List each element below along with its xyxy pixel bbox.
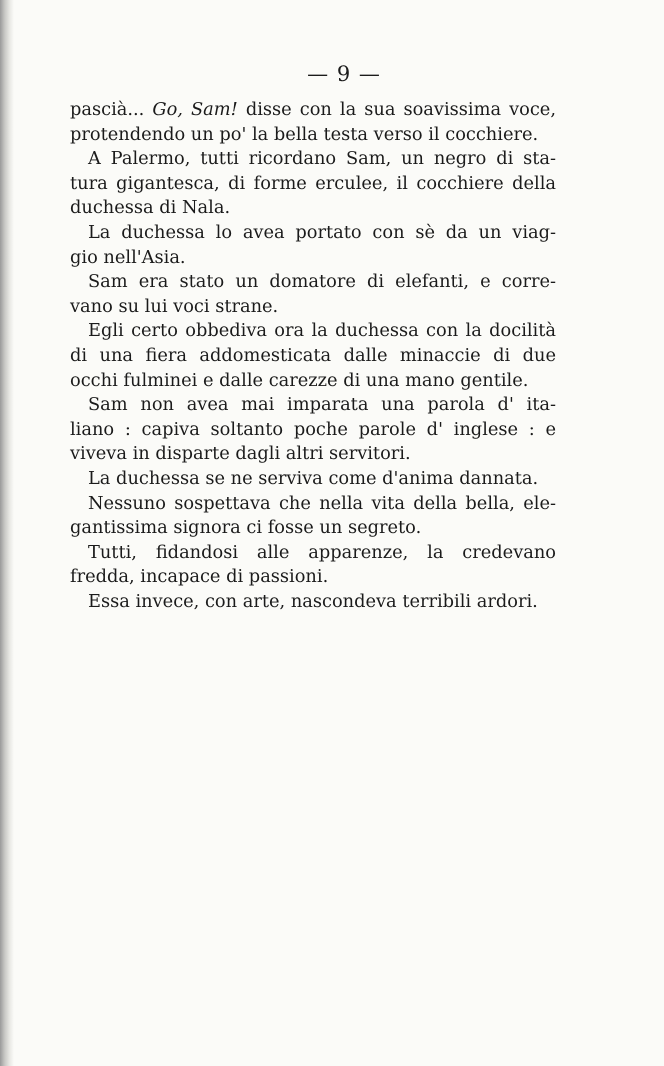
text-segment: La duchessa lo avea portato con sè da un viag-	[88, 221, 556, 243]
text-segment: Egli certo obbediva ora la duchessa con la docilità	[88, 320, 556, 342]
text-line	[70, 196, 556, 221]
text-segment: gantissima signora ci fosse un segreto.	[70, 517, 422, 539]
text-line	[70, 393, 556, 418]
text-segment: Sam non avea mai imparata una parola d' ita-	[88, 394, 556, 416]
text-line	[70, 172, 556, 197]
text-line	[70, 369, 556, 394]
text-line	[70, 319, 556, 344]
text-segment: protendendo un po' la bella testa verso il cocchiere.	[70, 123, 539, 145]
text-segment: duchessa di Nala.	[70, 197, 231, 219]
text-segment: La duchessa se ne serviva come d'anima dannata.	[88, 467, 539, 489]
text-line	[70, 590, 556, 615]
text-line	[70, 344, 556, 369]
text-segment: Tutti, fidandosi alle apparenze, la credevano	[88, 541, 556, 563]
text-segment: viveva in disparte dagli altri servitori.	[70, 443, 411, 465]
text-line	[70, 246, 556, 271]
text-line	[70, 492, 556, 517]
text-line	[70, 541, 556, 566]
body-text	[70, 98, 556, 614]
text-line	[70, 147, 556, 172]
text-segment: occhi fulminei e dalle carezze di una mano gentile.	[70, 369, 529, 391]
text-line	[70, 516, 556, 541]
text-segment: gio nell'Asia.	[70, 246, 186, 268]
text-line	[70, 270, 556, 295]
text-line	[70, 123, 556, 148]
text-segment: disse con la sua soavissima voce,	[237, 99, 556, 120]
text-segment: vano su lui voci strane.	[70, 295, 279, 317]
text-segment: Sam era stato un domatore di elefanti, e corre-	[88, 271, 556, 293]
text-segment: fredda, incapace di passioni.	[70, 566, 329, 588]
text-line	[70, 418, 556, 443]
text-segment: A Palermo, tutti ricordano Sam, un negro di sta-	[88, 148, 556, 170]
text-segment: liano : capiva soltanto poche parole d' inglese : e	[70, 418, 556, 440]
text-line	[70, 565, 556, 590]
book-spine-shadow	[0, 0, 14, 1066]
text-line	[70, 221, 556, 246]
text-segment: pascià...	[70, 99, 153, 120]
text-line	[70, 442, 556, 467]
text-segment: tura gigantesca, di forme erculee, il cocchiere della	[70, 172, 556, 194]
text-line	[70, 467, 556, 492]
text-line	[70, 98, 556, 123]
text-segment: Essa invece, con arte, nascondeva terribili ardori.	[88, 590, 538, 612]
text-line	[70, 295, 556, 320]
text-segment: Nessuno sospettava che nella vita della bella, ele-	[88, 492, 556, 514]
page-number: — 9 —	[307, 62, 381, 86]
italic-text: Go, Sam!	[152, 99, 238, 120]
text-segment: di una fiera addomesticata dalle minaccie di due	[70, 344, 556, 366]
